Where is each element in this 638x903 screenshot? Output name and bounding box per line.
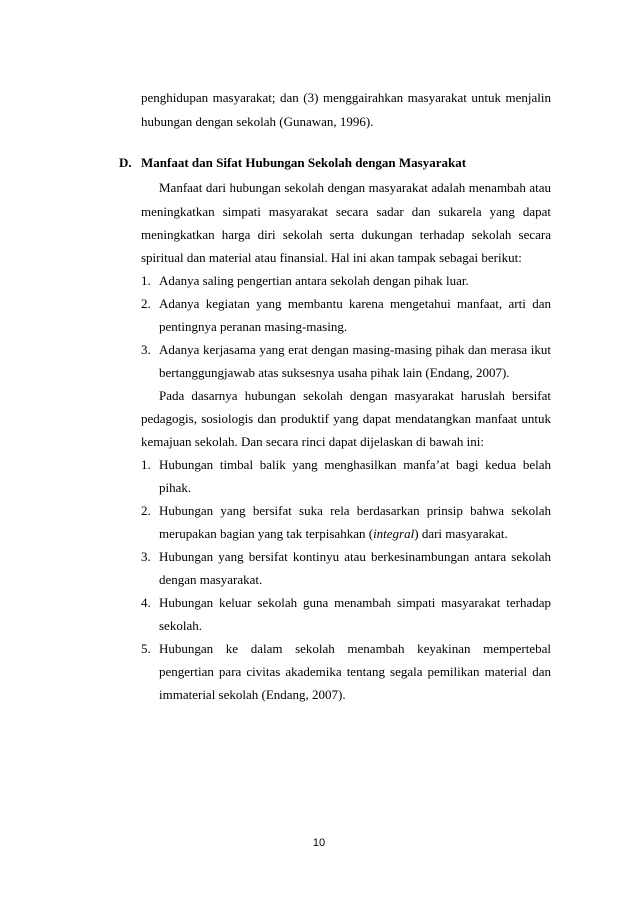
- list2-item-1-number: 1.: [141, 457, 151, 472]
- list1-item-2-line-2: pentingnya peranan masing-masing.: [159, 319, 348, 334]
- list2-item-5-line-1: Hubungan ke dalam sekolah menambah keyakinan mempertebal: [159, 641, 551, 656]
- para2-line-1: Pada dasarnya hubungan sekolah dengan masyarakat haruslah bersifat: [159, 388, 551, 403]
- para2-line-2: pedagogis, sosiologis dan produktif yang dapat mendatangkan manfaat untuk: [141, 411, 551, 426]
- list2-item-5-number: 5.: [141, 641, 151, 656]
- list2-item-4-line-2: sekolah.: [159, 618, 202, 633]
- para2-line-3: kemajuan sekolah. Dan secara rinci dapat dijelaskan di bawah ini:: [141, 434, 484, 449]
- list2-item-2-number: 2.: [141, 503, 151, 518]
- intro-line-2: hubungan dengan sekolah (Gunawan, 1996).: [141, 114, 374, 129]
- list1-item-3-line-2: bertanggungjawab atas suksesnya usaha pihak lain (Endang, 2007).: [159, 365, 510, 380]
- list2-item-3-number: 3.: [141, 549, 151, 564]
- list2-item-5-line-3: immaterial sekolah (Endang, 2007).: [159, 687, 346, 702]
- list2-item-5-line-2: pengertian para civitas akademika tentang segala pemilikan material dan: [159, 664, 551, 679]
- integral-term: integral: [373, 526, 415, 541]
- list2-item-2-line-1: Hubungan yang bersifat suka rela berdasarkan prinsip bahwa sekolah: [159, 503, 551, 518]
- list2-item-3-line-2: dengan masyarakat.: [159, 572, 263, 587]
- para1-line-1: Manfaat dari hubungan sekolah dengan masyarakat adalah menambah atau: [159, 180, 551, 195]
- list1-item-3-line-1: Adanya kerjasama yang erat dengan masing-masing pihak dan merasa ikut: [159, 342, 551, 357]
- list2-item-2-line-2: [159, 526, 508, 542]
- list1-item-1-number: 1.: [141, 273, 151, 288]
- list2-item-2-line-2-pre: merupakan bagian yang tak terpisahkan (: [159, 526, 374, 541]
- list1-item-2-number: 2.: [141, 296, 151, 311]
- list2-item-1-line-1: Hubungan timbal balik yang menghasilkan manfa’at bagi kedua belah: [159, 457, 551, 472]
- page-number: 10: [312, 837, 326, 849]
- section-letter: D.: [119, 155, 132, 170]
- para1-line-4: spiritual dan material atau finansial. Hal ini akan tampak sebagai berikut:: [141, 250, 522, 265]
- list2-item-4-number: 4.: [141, 595, 151, 610]
- section-title: Manfaat dan Sifat Hubungan Sekolah dengan Masyarakat: [141, 155, 467, 170]
- list2-item-2-line-2-post: ) dari masyarakat.: [414, 526, 508, 541]
- intro-line-1: penghidupan masyarakat; dan (3) menggairahkan masyarakat untuk menjalin: [141, 90, 551, 105]
- para1-line-2: meningkatkan simpati masyarakat secara sadar dan sukarela yang dapat: [141, 204, 551, 219]
- list1-item-2-line-1: Adanya kegiatan yang membantu karena mengetahui manfaat, arti dan: [159, 296, 551, 311]
- para1-line-3: meningkatkan harga diri sekolah serta dukungan terhadap sekolah secara: [141, 227, 551, 242]
- list1-item-1-text: Adanya saling pengertian antara sekolah dengan pihak luar.: [159, 273, 469, 288]
- list2-item-3-line-1: Hubungan yang bersifat kontinyu atau berkesinambungan antara sekolah: [159, 549, 551, 564]
- list2-item-4-line-1: Hubungan keluar sekolah guna menambah simpati masyarakat terhadap: [159, 595, 551, 610]
- list2-item-1-line-2: pihak.: [159, 480, 192, 495]
- list1-item-3-number: 3.: [141, 342, 151, 357]
